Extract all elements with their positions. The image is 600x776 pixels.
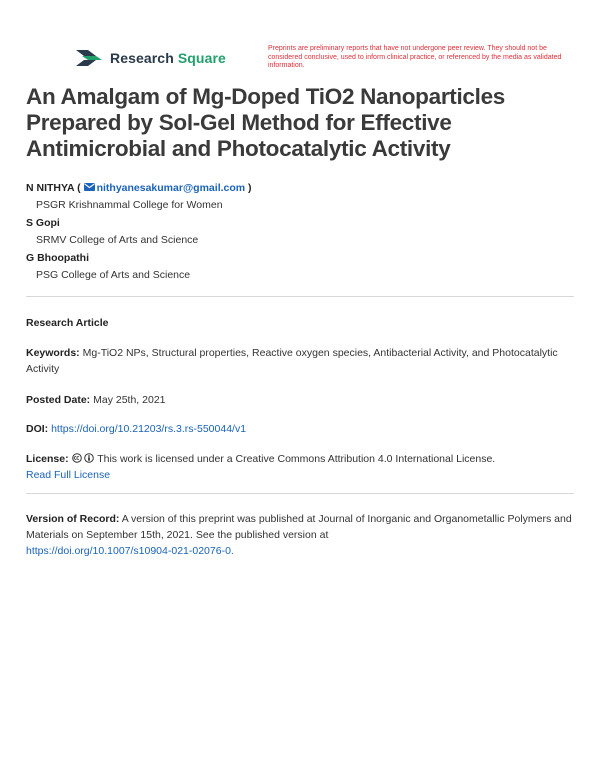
keywords: [26, 345, 574, 377]
author-email-wrapper: ( nithyanesakumar@gmail.com ): [77, 182, 252, 194]
author-name: G Bhoopathi: [26, 252, 89, 264]
author-name: S Gopi: [26, 217, 60, 229]
posted-date-label: Posted Date:: [26, 394, 91, 406]
published-version-link[interactable]: https://doi.org/10.1007/s10904-021-02076-0.: [26, 545, 234, 557]
article-type-text: Research Article: [26, 317, 109, 329]
license-text: This work is licensed under a Creative Commons Attribution 4.0 International License.: [97, 453, 496, 465]
author-email-link[interactable]: nithyanesakumar@gmail.com: [96, 182, 246, 194]
author-name-text: N NITHYA: [26, 182, 75, 194]
author-list: [26, 181, 566, 286]
read-full-license-link[interactable]: Read Full License: [26, 469, 111, 481]
posted-date: [26, 392, 574, 408]
author-affiliation: PSG College of Arts and Science: [36, 269, 191, 281]
logo-text: [110, 50, 226, 66]
doi: [26, 421, 574, 437]
author-affiliation: SRMV College of Arts and Science: [36, 234, 199, 246]
creative-commons-icon: [72, 453, 82, 463]
header: [0, 0, 600, 80]
article-type: [26, 315, 574, 331]
keywords-label: Keywords:: [26, 347, 80, 359]
author-name: [26, 181, 566, 195]
research-square-logo-icon: [74, 47, 104, 69]
preprint-disclaimer: Preprints are preliminary reports that have not undergone peer review. They should not be considered conclusive, used to inform clinical practice, or referenced by the media as validated information.: [268, 45, 562, 70]
logo-word-research: Research: [110, 50, 174, 66]
license: [26, 451, 574, 483]
envelope-icon: [84, 183, 95, 191]
version-of-record-text: A version of this preprint was published at Journal of Inorganic and Organometallic Polymers and Materials on September 15th, 2021. See the published version at: [26, 513, 572, 541]
divider: [26, 493, 574, 494]
keywords-value: Mg-TiO2 NPs, Structural properties, Reactive oxygen species, Antibacterial Activity, and Photocatalytic Activity: [26, 347, 558, 375]
attribution-icon: [84, 453, 94, 463]
divider: [26, 296, 574, 297]
research-square-logo[interactable]: [74, 47, 226, 69]
version-of-record: [26, 511, 574, 559]
author-affiliation: PSGR Krishnammal College for Women: [36, 199, 223, 211]
license-label: License:: [26, 453, 69, 465]
logo-word-square: Square: [177, 50, 226, 66]
version-of-record-label: Version of Record:: [26, 513, 120, 525]
doi-label: DOI:: [26, 423, 49, 435]
paper-title: An Amalgam of Mg-Doped TiO2 Nanoparticles Prepared by Sol-Gel Method for Effective Antimicrobial and Photocatalytic Activity: [26, 84, 506, 161]
doi-link[interactable]: https://doi.org/10.21203/rs.3.rs-550044/v1: [51, 423, 247, 435]
posted-date-value: May 25th, 2021: [93, 394, 166, 406]
